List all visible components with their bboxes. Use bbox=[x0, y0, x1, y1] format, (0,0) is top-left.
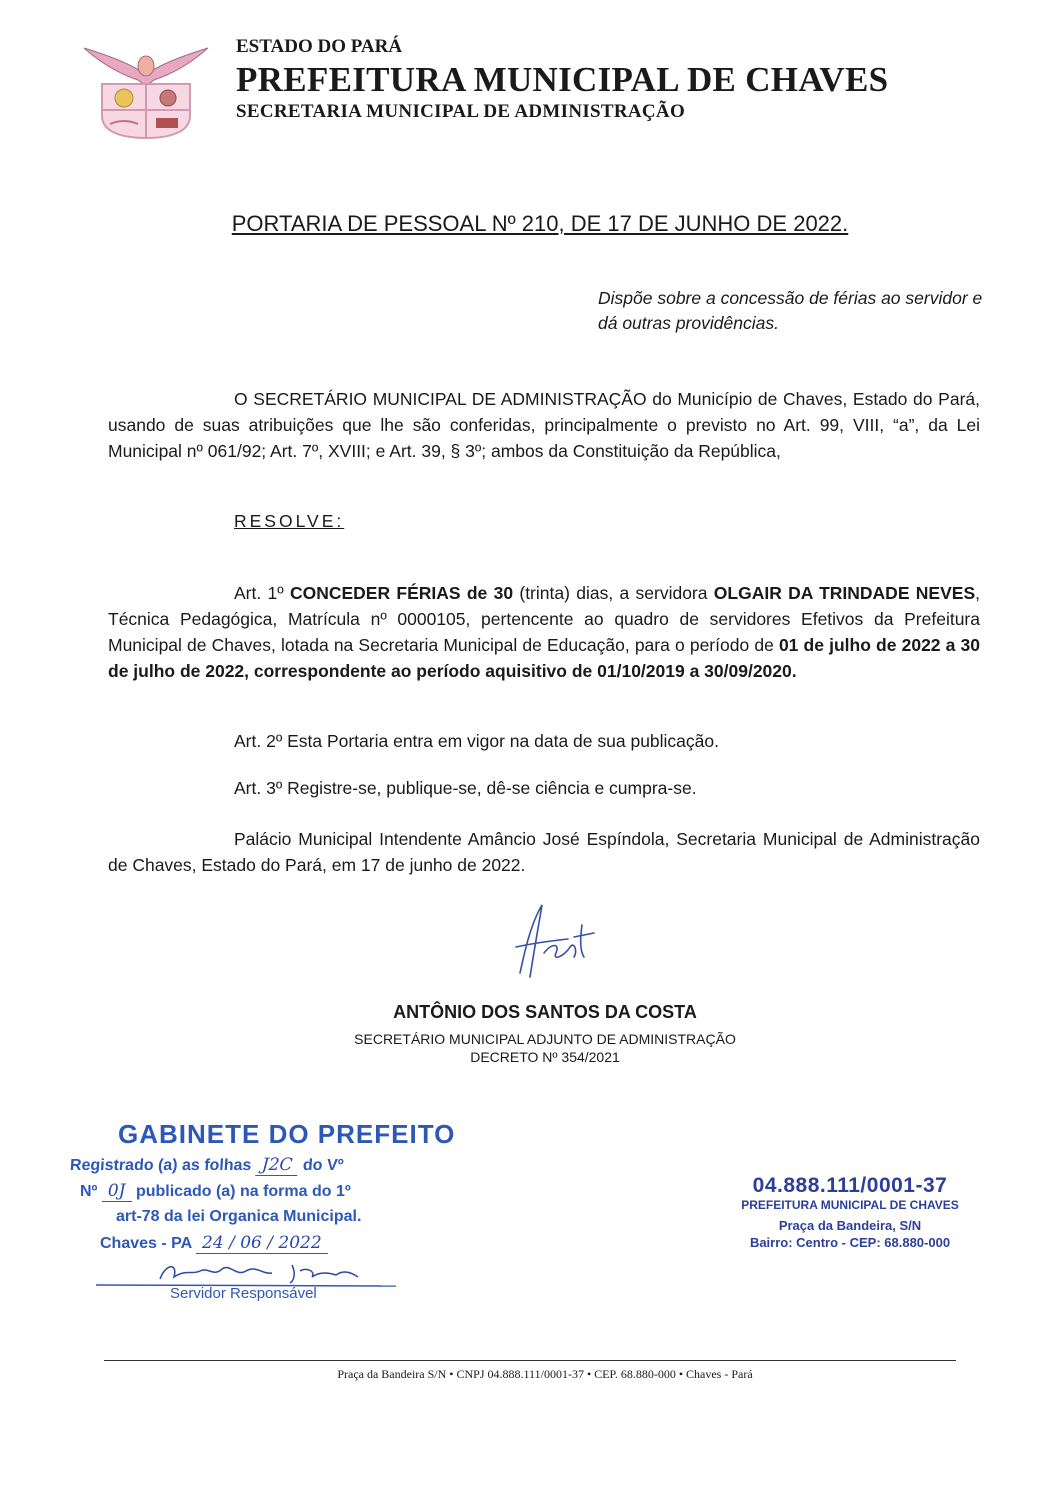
document-title: PORTARIA DE PESSOAL Nº 210, DE 17 DE JUNHO DE 2022. bbox=[231, 211, 849, 236]
article-2: Art. 2º Esta Portaria entra em vigor na data de sua publicação. bbox=[234, 731, 719, 751]
header-state: ESTADO DO PARÁ bbox=[236, 36, 403, 57]
cnpj-address: Praça da Bandeira, S/N bbox=[778, 1218, 922, 1233]
header-city: PREFEITURA MUNICIPAL DE CHAVES bbox=[236, 60, 889, 99]
resolve-heading: RESOLVE: bbox=[234, 511, 345, 531]
registration-stamp bbox=[70, 1115, 490, 1315]
stamp-line-3: art-78 da lei Organica Municipal. bbox=[116, 1208, 362, 1225]
footer-divider bbox=[104, 1360, 956, 1361]
closing-paragraph: Palácio Municipal Intendente Amâncio José Espíndola, Secretaria Municipal de Administração de Chaves, Estado do Pará, em 17 de junho de 2022. bbox=[108, 829, 980, 875]
handwritten-signature bbox=[490, 895, 610, 985]
stamp-line-1: Registrado (a) as folhas J2C do Vº bbox=[69, 1155, 345, 1175]
footer-address: Praça da Bandeira S/N • CNPJ 04.888.111/0001-37 • CEP. 68.880-000 • Chaves - Pará bbox=[337, 1367, 753, 1381]
cnpj-district: Bairro: Centro - CEP: 68.880-000 bbox=[749, 1235, 951, 1250]
municipal-crest-logo bbox=[80, 38, 212, 140]
cnpj-number: 04.888.111/0001-37 bbox=[752, 1174, 948, 1197]
stamp-title: GABINETE DO PREFEITO bbox=[118, 1119, 456, 1149]
signer-decree: DECRETO Nº 354/2021 bbox=[470, 1049, 620, 1065]
stamp-line-5: Servidor Responsável bbox=[170, 1285, 317, 1302]
cnpj-stamp bbox=[732, 1172, 968, 1282]
stamp-line-2: Nº 0J publicado (a) na forma do 1º bbox=[80, 1181, 351, 1201]
preamble-paragraph: O SECRETÁRIO MUNICIPAL DE ADMINISTRAÇÃO do Município de Chaves, Estado do Pará, usando de suas atribuições que lhe são conferidas, principalmente o previsto no Art. 99, VIII, “a”, da Lei Municipal nº 061/92; Art. 7º, XVIII; e Art. 39, § 3º; ambos da Constituição da República, bbox=[108, 389, 980, 461]
header-secretariat: SECRETARIA MUNICIPAL DE ADMINISTRAÇÃO bbox=[236, 101, 686, 122]
article-3: Art. 3º Registre-se, publique-se, dê-se ciência e cumpra-se. bbox=[234, 778, 697, 798]
article-1: Art. 1º CONCEDER FÉRIAS de 30 (trinta) dias, a servidora OLGAIR DA TRINDADE NEVES, Técnica Pedagógica, Matrícula nº 0000105, pertencente ao quadro de servidores Efetivos da Prefeitura Municipal de Chaves, lotada na Secretaria Municipal de Educação, para o período de 01 de julho de 2022 a 30 de julho de 2022, correspondente ao período aquisitivo de 01/10/2019 a 30/09/2020. bbox=[108, 583, 981, 681]
signer-name: ANTÔNIO DOS SANTOS DA COSTA bbox=[393, 1002, 697, 1022]
document-summary: Dispõe sobre a concessão de férias ao servidor e dá outras providências. bbox=[598, 288, 983, 333]
signer-role: SECRETÁRIO MUNICIPAL ADJUNTO DE ADMINISTRAÇÃO bbox=[354, 1031, 736, 1047]
cnpj-name: PREFEITURA MUNICIPAL DE CHAVES bbox=[741, 1198, 959, 1212]
stamp-line-4: Chaves - PA 24 / 06 / 2022 bbox=[100, 1233, 328, 1254]
